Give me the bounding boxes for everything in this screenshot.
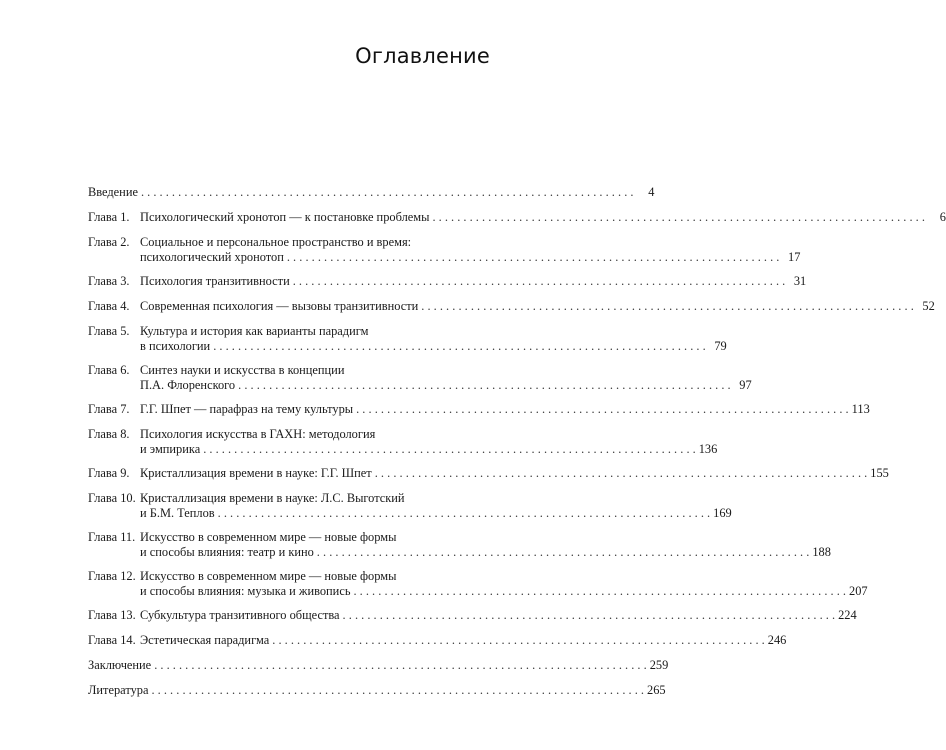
page-number: 17	[788, 250, 801, 264]
chapter-number: Глава 10.	[88, 491, 136, 505]
toc-entry[interactable]	[88, 491, 732, 521]
chapter-title-line: психологический хронотоп	[140, 250, 284, 264]
page-number: 6	[939, 210, 946, 224]
dot-leader	[218, 506, 711, 521]
chapter-title-line: Г.Г. Шпет — парафраз на тему культуры	[140, 402, 354, 416]
chapter-number: Глава 5.	[88, 324, 130, 338]
chapter-title-line: Кристаллизация времени в науке: Г.Г. Шпет	[140, 466, 372, 480]
toc-entry[interactable]	[88, 633, 787, 648]
dot-leader	[287, 250, 780, 265]
dot-leader	[317, 545, 810, 560]
toc-entry[interactable]	[88, 274, 807, 289]
page-number: 31	[793, 274, 807, 288]
chapter-title-line: и эмпирика	[140, 442, 201, 456]
toc-entry[interactable]	[88, 235, 801, 265]
dot-leader	[432, 210, 925, 225]
page-number: 4	[648, 185, 655, 199]
chapter-title-line: Психология транзитивности	[140, 274, 290, 288]
toc-entry[interactable]	[88, 427, 718, 457]
chapter-title-line: Эстетическая парадигма	[140, 633, 270, 647]
page-title: Оглавление	[355, 44, 490, 68]
chapter-number: Глава 12.	[88, 569, 136, 583]
page-number: 246	[767, 633, 787, 647]
page-number: 155	[870, 466, 889, 480]
toc-entry[interactable]	[88, 363, 752, 393]
chapter-title-line: Кристаллизация времени в науке: Л.С. Выготский	[140, 491, 405, 505]
chapter-number: Глава 13.	[88, 608, 136, 622]
chapter-number: Глава 1.	[88, 210, 130, 224]
page-number: 188	[812, 545, 831, 559]
dot-leader	[141, 185, 634, 200]
chapter-title-line: Культура и история как варианты парадигм	[140, 324, 369, 338]
toc-entry[interactable]	[88, 530, 831, 560]
chapter-number: Глава 14.	[88, 633, 136, 647]
page-number: 52	[922, 299, 935, 313]
chapter-title-line: Социальное и персональное пространство и время:	[140, 235, 412, 249]
toc-entry[interactable]	[88, 402, 870, 417]
dot-leader	[213, 339, 706, 354]
chapter-title-line: Введение	[88, 185, 138, 199]
chapter-title-line: Литература	[88, 683, 149, 697]
dot-leader	[272, 633, 765, 648]
chapter-title-line: Субкультура транзитивного общества	[140, 608, 340, 622]
toc-entry[interactable]	[88, 185, 655, 200]
chapter-title-line: Заключение	[88, 658, 152, 672]
dot-leader	[151, 683, 644, 698]
chapter-title-line: и Б.М. Теплов	[140, 506, 215, 520]
dot-leader	[356, 402, 849, 417]
dot-leader	[421, 299, 914, 314]
toc-entry[interactable]	[88, 569, 868, 599]
page-number: 207	[849, 584, 868, 598]
dot-leader	[154, 658, 647, 673]
chapter-number: Глава 11.	[88, 530, 136, 544]
dot-leader	[203, 442, 696, 457]
toc-entry[interactable]	[88, 324, 727, 354]
toc-entry[interactable]	[88, 683, 666, 698]
chapter-number: Глава 8.	[88, 427, 130, 441]
toc-entry[interactable]	[88, 299, 935, 314]
dot-leader	[353, 584, 846, 599]
page-number: 259	[649, 658, 669, 672]
page-number: 79	[714, 339, 727, 353]
chapter-title-line: Психология искусства в ГАХН: методология	[140, 427, 376, 441]
chapter-title-line: Синтез науки и искусства в концепции	[140, 363, 345, 377]
page-number: 224	[838, 608, 857, 622]
toc-entry[interactable]	[88, 658, 669, 673]
chapter-title-line: Психологический хронотоп — к постановке проблемы	[140, 210, 430, 224]
table-of-contents	[88, 185, 946, 708]
chapter-title-line: Искусство в современном мире — новые формы	[140, 530, 397, 544]
chapter-title-line: в психологии	[140, 339, 211, 353]
chapter-title-line: Искусство в современном мире — новые формы	[140, 569, 397, 583]
chapter-number: Глава 3.	[88, 274, 130, 288]
chapter-number: Глава 2.	[88, 235, 130, 249]
chapter-title-line: Современная психология — вызовы транзитивности	[140, 299, 419, 313]
chapter-number: Глава 4.	[88, 299, 130, 313]
dot-leader	[238, 378, 731, 393]
dot-leader	[293, 274, 786, 289]
dot-leader	[343, 608, 836, 623]
page-number: 265	[647, 683, 666, 697]
page-number: 136	[698, 442, 718, 456]
dot-leader	[375, 466, 868, 481]
page-number: 169	[713, 506, 732, 520]
chapter-number: Глава 7.	[88, 402, 130, 416]
chapter-number: Глава 6.	[88, 363, 130, 377]
page-number: 113	[851, 402, 870, 416]
chapter-title-line: П.А. Флоренского	[140, 378, 236, 392]
chapter-number: Глава 9.	[88, 466, 130, 480]
toc-entry[interactable]	[88, 466, 889, 481]
page-number: 97	[739, 378, 752, 392]
toc-entry[interactable]	[88, 608, 857, 623]
toc-entry[interactable]	[88, 210, 946, 225]
chapter-title-line: и способы влияния: музыка и живопись	[140, 584, 351, 598]
chapter-title-line: и способы влияния: театр и кино	[140, 545, 314, 559]
